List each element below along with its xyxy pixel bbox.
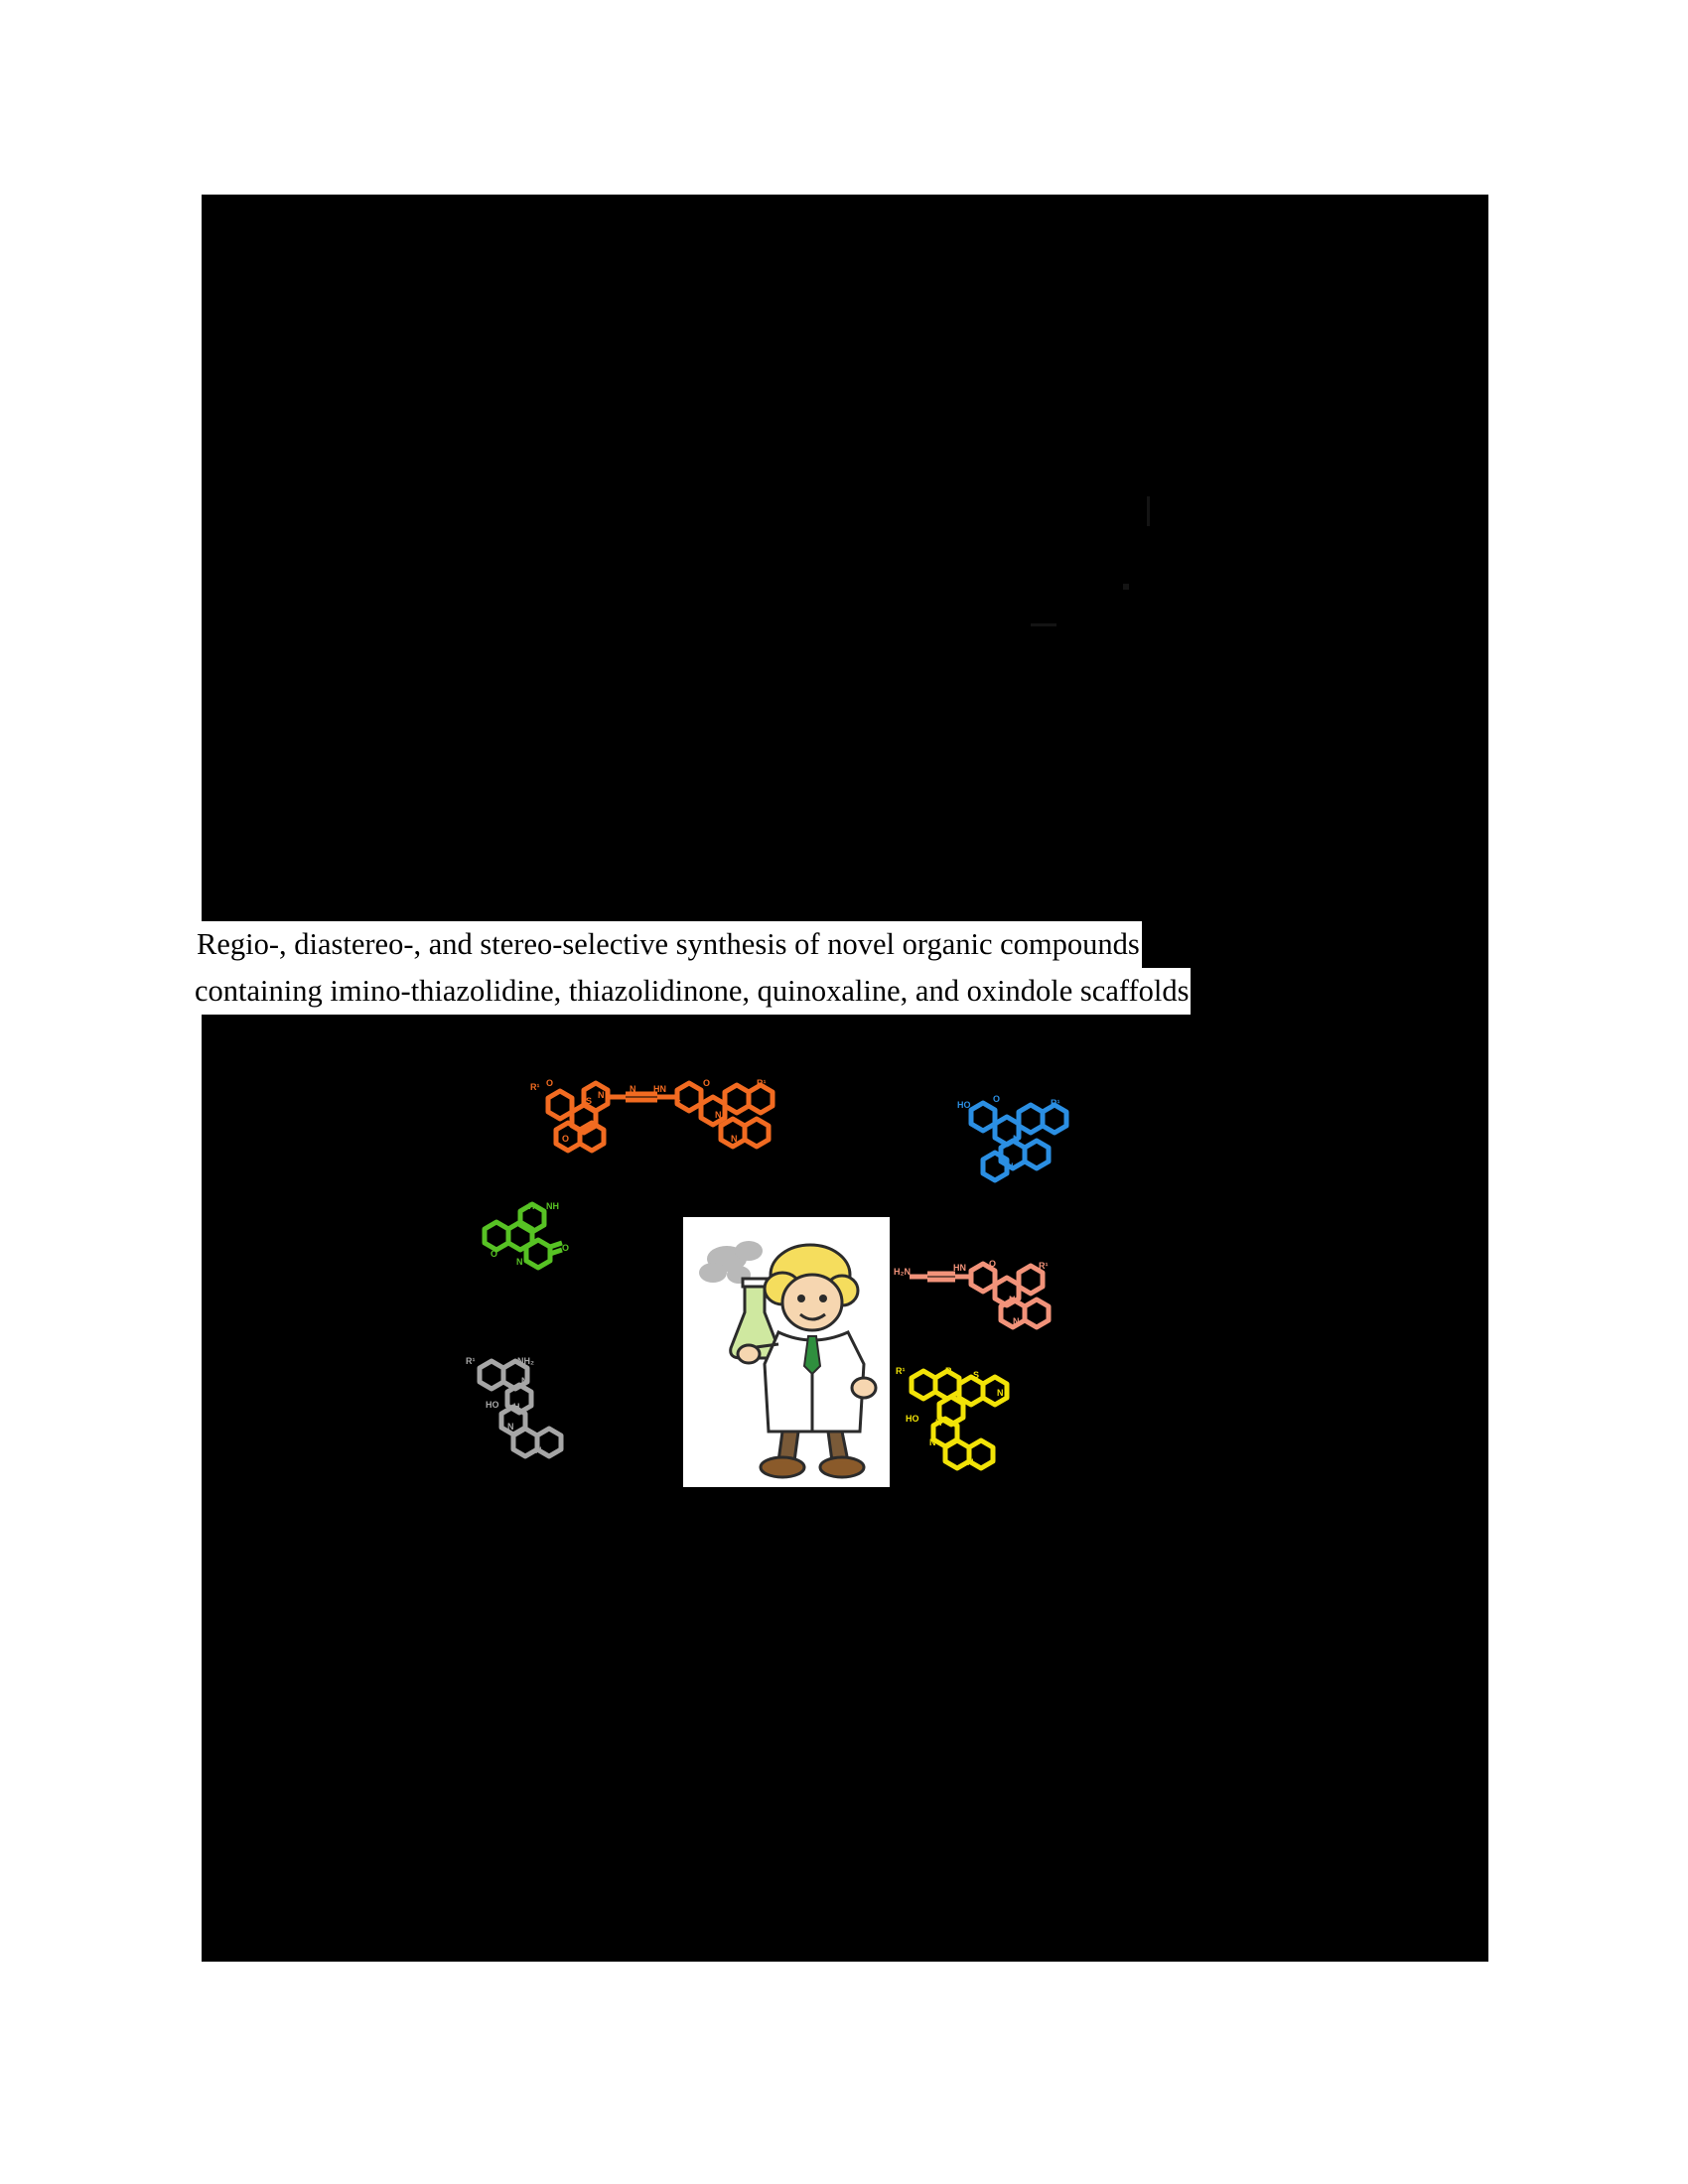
svg-text:N: N — [929, 1437, 936, 1447]
svg-text:HO: HO — [486, 1400, 499, 1410]
svg-text:HO: HO — [957, 1100, 971, 1110]
svg-text:R¹: R¹ — [896, 1366, 906, 1376]
molecule-green — [467, 1199, 586, 1303]
svg-text:N: N — [630, 1084, 636, 1094]
molecule-yellow — [894, 1360, 1048, 1489]
scientist-illustration — [683, 1217, 890, 1487]
svg-text:R¹: R¹ — [1051, 1098, 1060, 1108]
svg-text:N: N — [1013, 1316, 1020, 1326]
title-line-1: Regio-, diastereo-, and stereo-selective synthesis of novel organic compounds — [195, 921, 1142, 968]
molecule-orange — [526, 1072, 794, 1166]
svg-text:N: N — [997, 1388, 1004, 1398]
svg-text:R: R — [945, 1366, 952, 1376]
svg-text:N: N — [535, 1445, 542, 1455]
molecule-blue — [953, 1090, 1087, 1194]
svg-text:HO: HO — [906, 1414, 919, 1424]
svg-text:N: N — [598, 1090, 605, 1100]
svg-text:N: N — [715, 1110, 722, 1120]
page-title — [195, 921, 1456, 1015]
svg-text:O: O — [562, 1134, 570, 1144]
molecule-gray — [462, 1350, 591, 1474]
svg-text:N: N — [731, 1134, 738, 1144]
svg-text:HN: HN — [653, 1084, 666, 1094]
panel-artifact — [1147, 496, 1150, 526]
svg-text:N: N — [967, 1457, 974, 1467]
svg-text:N: N — [521, 1376, 528, 1386]
abstract-graphic — [466, 1072, 1162, 1519]
svg-text:O: O — [562, 1243, 570, 1253]
svg-text:O: O — [546, 1078, 554, 1088]
svg-text:S: S — [586, 1096, 593, 1106]
svg-text:R¹: R¹ — [757, 1078, 767, 1088]
svg-text:N: N — [1013, 1134, 1020, 1144]
svg-text:H₂N: H₂N — [894, 1267, 911, 1277]
svg-text:N: N — [1009, 1295, 1016, 1304]
svg-text:R¹: R¹ — [466, 1356, 476, 1366]
svg-text:O: O — [989, 1259, 997, 1269]
svg-text:O: O — [491, 1249, 498, 1259]
svg-text:R¹: R¹ — [1039, 1261, 1049, 1271]
svg-text:H: H — [935, 1418, 942, 1428]
svg-text:NH: NH — [546, 1201, 559, 1211]
svg-text:S: S — [675, 1098, 682, 1108]
svg-text:R¹: R¹ — [530, 1082, 540, 1092]
svg-text:NH₂: NH₂ — [517, 1356, 534, 1366]
svg-text:H: H — [528, 1201, 535, 1211]
svg-text:HN: HN — [953, 1263, 966, 1273]
svg-text:N: N — [1007, 1161, 1014, 1171]
svg-text:S: S — [973, 1370, 980, 1380]
title-line-2: containing imino-thiazolidine, thiazolidinone, quinoxaline, and oxindole scaffolds — [193, 968, 1191, 1015]
svg-text:N: N — [507, 1422, 514, 1432]
svg-text:O: O — [993, 1094, 1001, 1104]
svg-text:H: H — [513, 1402, 520, 1412]
panel-artifact — [1123, 584, 1129, 590]
svg-text:N: N — [516, 1257, 523, 1267]
panel-artifact — [1031, 623, 1056, 626]
svg-text:O: O — [703, 1078, 711, 1088]
molecule-salmon — [894, 1257, 1067, 1356]
